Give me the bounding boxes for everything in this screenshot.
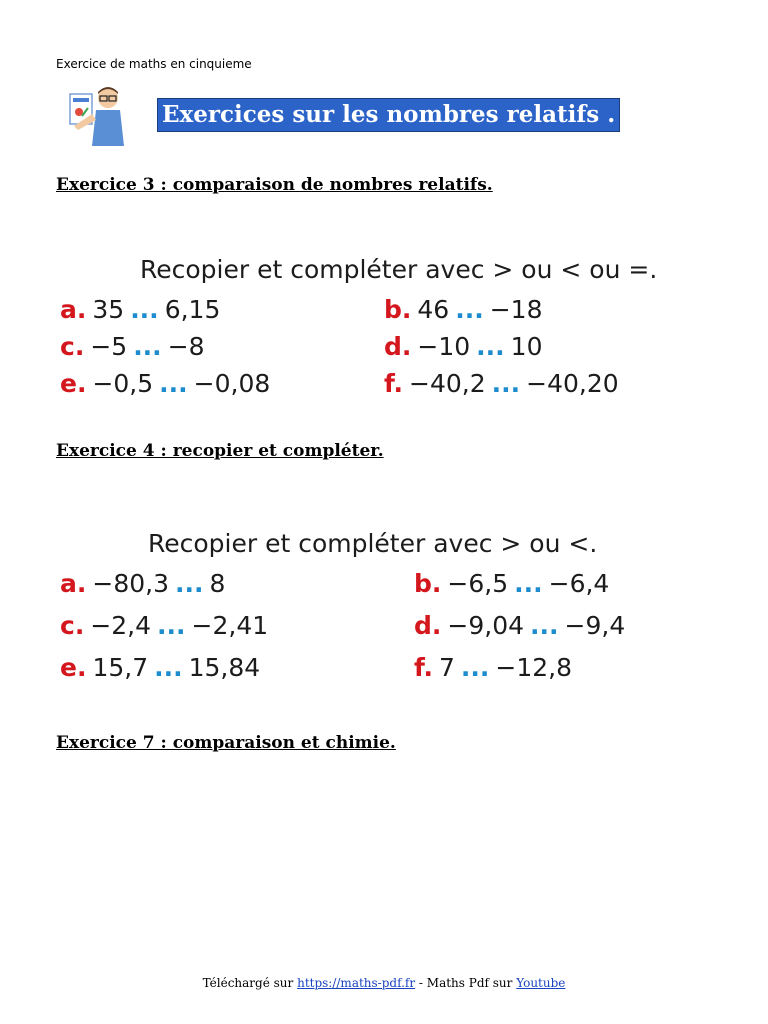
exercise-3-instruction: Recopier et compléter avec > ou < ou =. <box>140 255 658 284</box>
exercise-7-title: Exercice 7 : comparaison et chimie. <box>56 733 396 753</box>
exercise-4-item-d: d. −9,04 ... −9,4 <box>414 611 626 640</box>
maths-pdf-link[interactable]: https://maths-pdf.fr <box>297 976 416 990</box>
exercise-4-item-f: f. 7 ... −12,8 <box>414 653 573 682</box>
exercise-4-title: Exercice 4 : recopier et compléter. <box>56 441 384 461</box>
exercise-4-item-e: e. 15,7 ... 15,84 <box>60 653 261 682</box>
exercise-4-instruction: Recopier et compléter avec > ou <. <box>148 529 598 558</box>
mascot-logo-icon <box>64 84 130 146</box>
exercise-4-item-b: b. −6,5 ... −6,4 <box>414 569 610 598</box>
document-header: Exercice de maths en cinquieme <box>56 57 252 71</box>
exercise-3-item-e: e. −0,5 ... −0,08 <box>60 369 271 398</box>
footer <box>0 976 768 990</box>
footer-middle: - Maths Pdf sur <box>415 976 517 990</box>
exercise-3-item-a: a. 35 ... 6,15 <box>60 295 221 324</box>
exercise-4-item-c: c. −2,4 ... −2,41 <box>60 611 269 640</box>
exercise-3-item-f: f. −40,2 ... −40,20 <box>384 369 619 398</box>
exercise-4-image <box>56 529 706 689</box>
exercise-3-title: Exercice 3 : comparaison de nombres relatifs. <box>56 175 493 195</box>
footer-prefix: Téléchargé sur <box>202 976 298 990</box>
page-title: Exercices sur les nombres relatifs . <box>157 98 620 132</box>
exercise-3-item-c: c. −5 ... −8 <box>60 332 205 361</box>
exercise-4-item-a: a. −80,3 ... 8 <box>60 569 226 598</box>
exercise-3-item-d: d. −10 ... 10 <box>384 332 543 361</box>
exercise-3-image <box>56 255 706 405</box>
youtube-link[interactable]: Youtube <box>516 976 566 990</box>
exercise-3-item-b: b. 46 ... −18 <box>384 295 543 324</box>
